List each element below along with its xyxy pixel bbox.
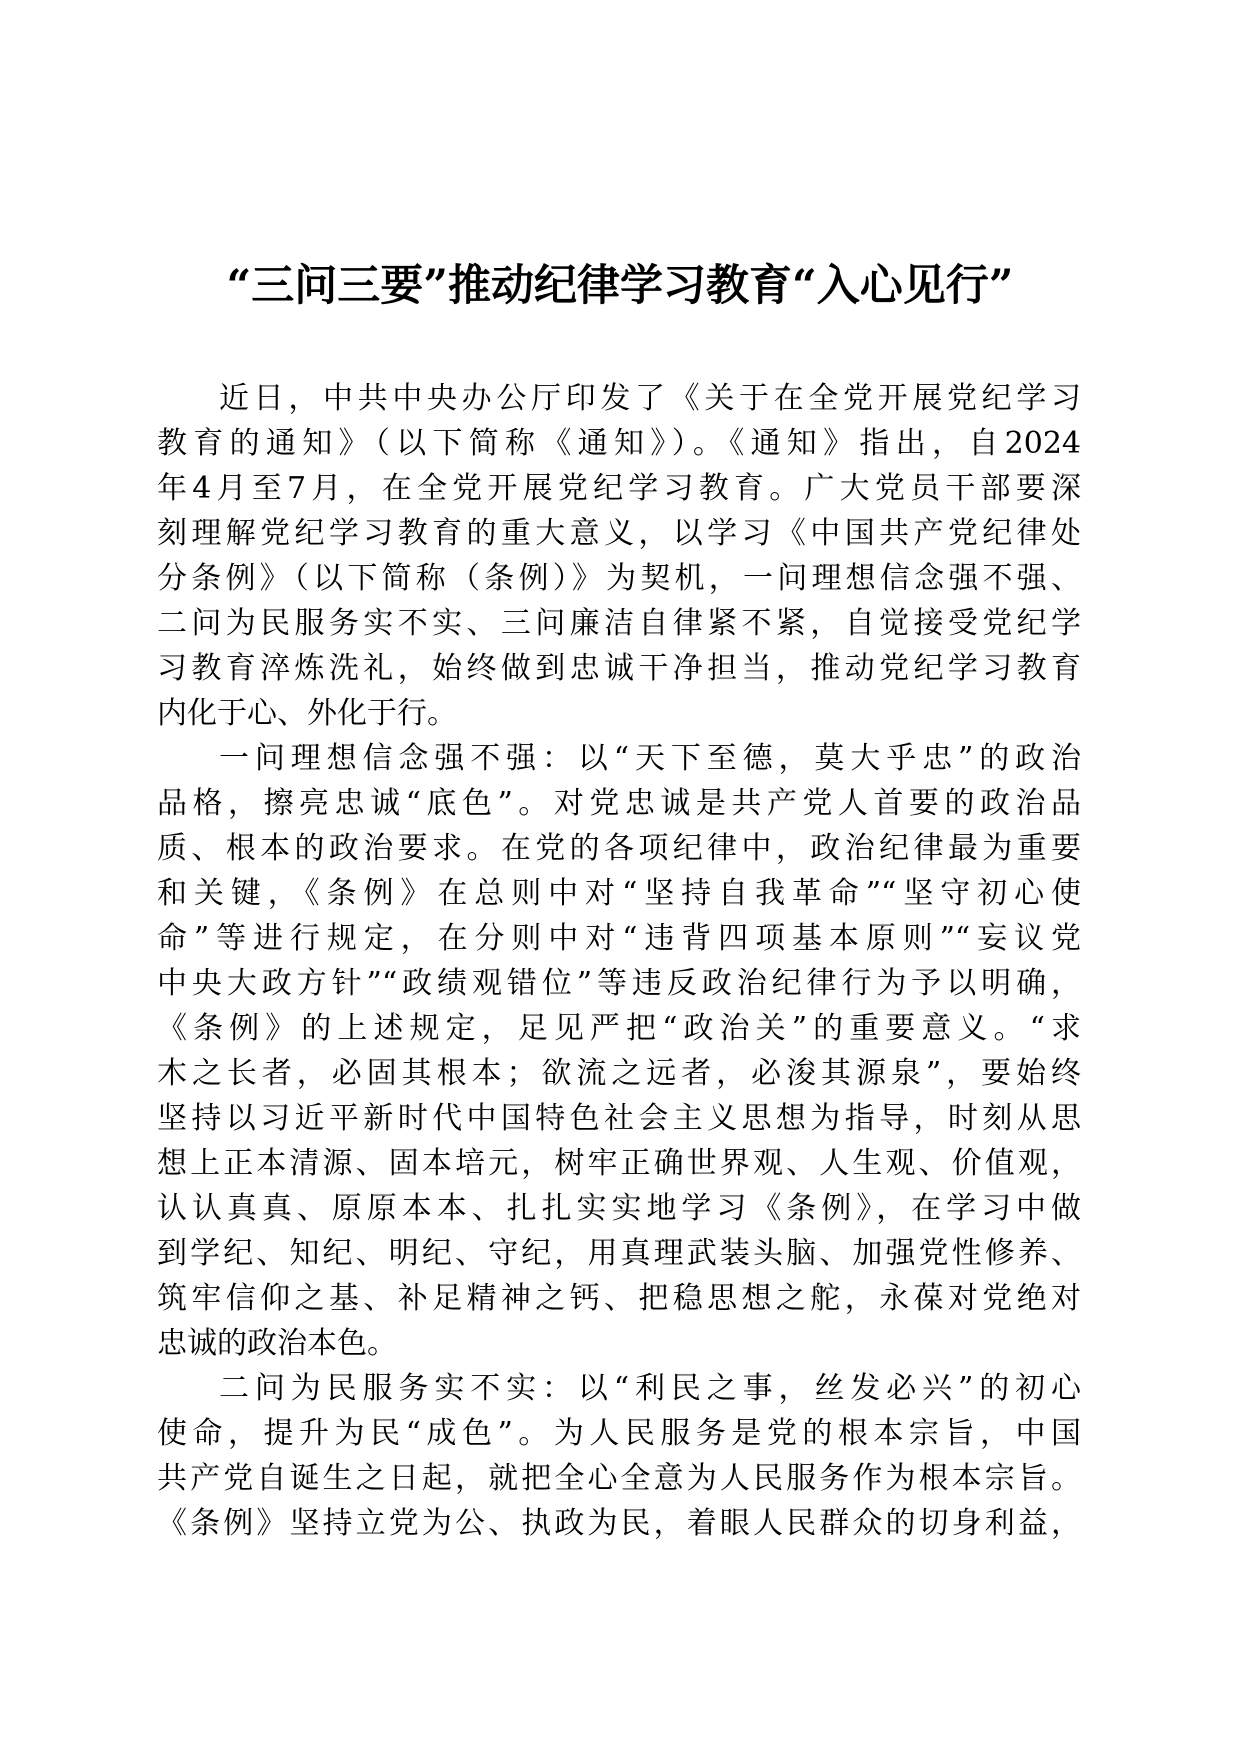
- text-line: 筑牢信仰之基、补足精神之钙、把稳思想之舵，永葆对党绝对: [157, 1281, 1081, 1316]
- text-line: 《条例》坚持立党为公、执政为民，着眼人民群众的切身利益，: [157, 1506, 1081, 1541]
- text-line: 共产党自诞生之日起，就把全心全意为人民服务作为根本宗旨。: [157, 1461, 1081, 1496]
- text-line: 和关键，《条例》在总则中对“坚持自我革命”“坚守初心使: [157, 876, 1081, 911]
- text-line: 年4月至7月，在全党开展党纪学习教育。广大党员干部要深: [157, 471, 1081, 506]
- paragraph-question-two: [157, 1366, 1081, 1546]
- text-line: 二问为民服务实不实：以“利民之事，丝发必兴”的初心: [219, 1371, 1081, 1406]
- text-line: 品格，擦亮忠诚“底色”。对党忠诚是共产党人首要的政治品: [157, 786, 1081, 821]
- text-line: 二问为民服务实不实、三问廉洁自律紧不紧，自觉接受党纪学: [157, 606, 1081, 641]
- text-line: 忠诚的政治本色。: [157, 1326, 397, 1361]
- text-line: 坚持以习近平新时代中国特色社会主义思想为指导，时刻从思: [157, 1101, 1081, 1136]
- paragraph-intro: [157, 376, 1081, 736]
- text-line: 木之长者，必固其根本；欲流之远者，必浚其源泉”，要始终: [157, 1056, 1081, 1091]
- text-line: 中央大政方针”“政绩观错位”等违反政治纪律行为予以明确，: [157, 966, 1081, 1001]
- text-line: 《条例》的上述规定，足见严把“政治关”的重要意义。“求: [157, 1011, 1081, 1046]
- paragraph-question-one: [157, 736, 1081, 1366]
- text-line: 近日，中共中央办公厅印发了《关于在全党开展党纪学习: [219, 381, 1081, 416]
- text-line: 教育的通知》（以下简称《通知》）。《通知》指出，自2024: [157, 426, 1081, 461]
- text-line: 刻理解党纪学习教育的重大意义，以学习《中国共产党纪律处: [157, 516, 1081, 551]
- text-line: 分条例》（以下简称（条例）》为契机，一问理想信念强不强、: [157, 561, 1081, 596]
- text-line: 内化于心、外化于行。: [157, 696, 457, 731]
- text-line: 质、根本的政治要求。在党的各项纪律中，政治纪律最为重要: [157, 831, 1081, 866]
- document-title: “三问三要”推动纪律学习教育“入心见行”: [226, 261, 1014, 311]
- text-line: 想上正本清源、固本培元，树牢正确世界观、人生观、价值观，: [157, 1146, 1081, 1181]
- text-line: 使命，提升为民“成色”。为人民服务是党的根本宗旨，中国: [157, 1416, 1081, 1451]
- text-line: 一问理想信念强不强：以“天下至德，莫大乎忠”的政治: [219, 741, 1081, 776]
- text-line: 习教育淬炼洗礼，始终做到忠诚干净担当，推动党纪学习教育: [157, 651, 1081, 686]
- text-line: 到学纪、知纪、明纪、守纪，用真理武装头脑、加强党性修养、: [157, 1236, 1081, 1271]
- document-body: [157, 376, 1081, 1546]
- text-line: 认认真真、原原本本、扎扎实实地学习《条例》，在学习中做: [157, 1191, 1081, 1226]
- text-line: 命”等进行规定，在分则中对“违背四项基本原则”“妄议党: [157, 921, 1081, 956]
